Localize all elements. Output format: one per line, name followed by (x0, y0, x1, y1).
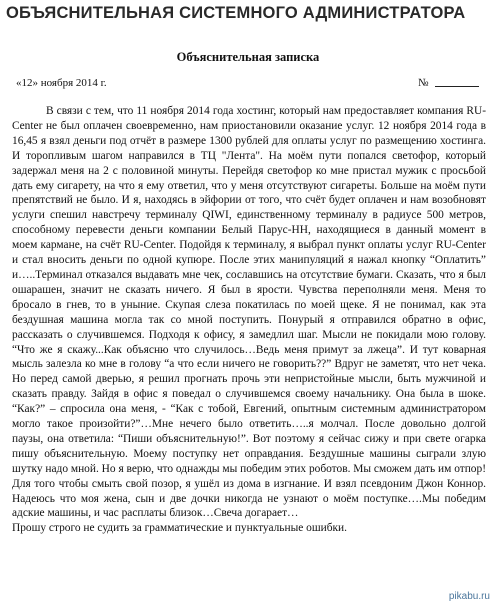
number-blank-line (435, 86, 479, 87)
body-paragraph-main: В связи с тем, что 11 ноября 2014 года хостинг, который нам предоставляет компания RU-Center не был оплачен своевременно, нам приостановили оказание услуг. 12 ноября 2014 года в 16,45 я взял деньги под отчёт в размере 1300 рублей для оплаты услуг по размещению хостинга. И торопливым шагом направился в ТЦ "Лента". На моём пути попался светофор, который задержал меня на 2 с половиной минуты. Перейдя светофор ко мне пристал мужик с просьбой дать ему сигарету, на что я ему ответил, что у меня отсутствуют сигареты. Больше на моём пути препятствий не было. И я, находясь в эйфории от того, что счёт будет оплачен и нам возобновят услуги спешил навстречу терминалу QIWI, единственному терминалу в радиусе 500 метров, способному перевести деньги компании Белый Парус-НН, находящиеся в данный момент в моем кармане, на счёт RU-Center. Подойдя к терминалу, я выбрал пункт оплаты услуг RU-Center и стал вносить деньги по одной купюре. После этих манипуляций я нажал кнопку “Оплатить” и…..Терминал отказался выдавать мне чек, сославшись на отсутствие бумаги. Сказать, что я был ошарашен, значит не сказать ничего. Я был в ярости. Чувства переполняли меня. Меня то бросало в гнев, то в уныние. Скупая слеза покатилась по моей щеке. Я не понимал, как эта бездушная машина могла так со мной поступить. Понурый я отправился обратно в офис, рассказать о случившемся. Подходя к офису, я замедлил шаг. Мысли не покидали мою голову. “Что же я скажу...Как объясню что случилось…Ведь меня примут за лжеца”. И тут коварная мысль залезла ко мне в голову “а что если ничего не говорить??” Вдруг не заметят, что нет чека. Но перед самой дверью, я решил прогнать прочь эти непристойные мысли, быть мужчиной и сказать правду. Зайдя в офис я поведал о случившемся своему начальнику. Она была в шоке. “Как?” – спросила она меня, - “Как с тобой, Евгений, опытным системным администратором могло такое произойти?”…Мне нечего было ответить…..я молчал. После довольно долгой паузы, она ответила: “Пиши объяснительную!”. Вот поэтому я сейчас сижу и при свете огарка пишу объяснительную. Моему поступку нет оправдания. Бездушные машины сыграли злую шутку надо мной. Но я верю, что однажды мы победим этих роботов. Мы сможем дать им отпор! Для того чтобы смыть свой позор, я ушёл из дома в изгнание. И взял псевдоним Джон Коннор. Надеюсь что моя жена, сын и две дочки никогда не узнают о моём поступке….Мы победим адские машины, и час расплаты близок…Свеча догарает… (12, 105, 486, 520)
document-date: «12» ноября 2014 г. (16, 77, 107, 89)
watermark: pikabu.ru (448, 591, 490, 602)
banner-title: ОБЪЯСНИТЕЛЬНАЯ СИСТЕМНОГО АДМИНИСТРАТОРА (6, 4, 466, 22)
document-number (418, 77, 479, 89)
number-label: № (418, 77, 429, 89)
body-paragraph-final: Прошу строго не судить за грамматические и пунктуальные ошибки. (12, 522, 347, 535)
header-banner (0, 0, 496, 32)
document-title: Объяснительная записка (176, 50, 320, 64)
document-body (12, 104, 486, 536)
